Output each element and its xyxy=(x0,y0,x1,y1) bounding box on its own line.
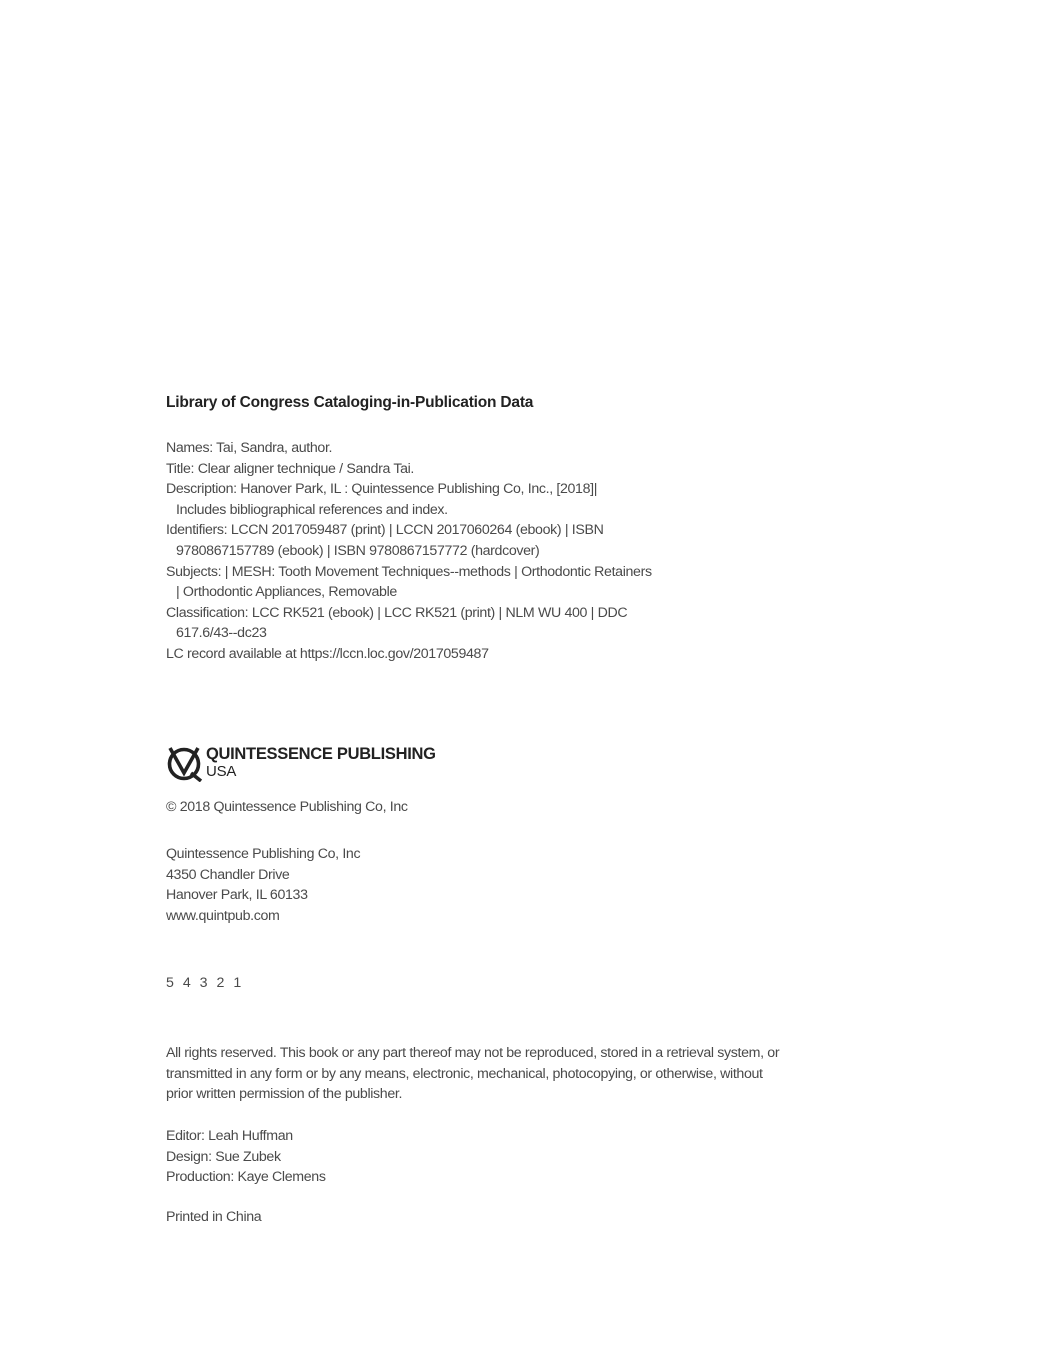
cip-line: Identifiers: LCCN 2017059487 (print) | LCCN 2017060264 (ebook) | ISBN xyxy=(166,522,604,539)
logo-region: USA xyxy=(206,763,237,780)
credits-block xyxy=(166,1126,326,1188)
logo-publisher-name: QUINTESSENCE PUBLISHING xyxy=(206,745,436,763)
cip-line: Includes bibliographical references and index. xyxy=(176,501,448,518)
address-line: Hanover Park, IL 60133 xyxy=(166,887,308,904)
cip-line: 9780867157789 (ebook) | ISBN 9780867157772 (hardcover) xyxy=(176,542,540,559)
cip-line: Description: Hanover Park, IL : Quintessence Publishing Co, Inc., [2018]| xyxy=(166,481,598,498)
cip-line: 617.6/43--dc23 xyxy=(176,625,267,642)
cip-line: Subjects: | MESH: Tooth Movement Techniques--methods | Orthodontic Retainers xyxy=(166,563,652,580)
rights-statement xyxy=(166,1043,866,1105)
rights-line: prior written permission of the publisher. xyxy=(166,1086,403,1103)
address-website: www.quintpub.com xyxy=(166,907,280,924)
printed-in-notice: Printed in China xyxy=(166,1209,262,1225)
cip-heading: Library of Congress Cataloging-in-Publication Data xyxy=(166,394,534,411)
address-line: Quintessence Publishing Co, Inc xyxy=(166,846,361,862)
rights-line: transmitted in any form or by any means, electronic, mechanical, photocopying, or otherwise, without xyxy=(166,1065,763,1082)
cip-data-block xyxy=(166,438,866,665)
design-credit: Design: Sue Zubek xyxy=(166,1148,281,1165)
publisher-logo xyxy=(166,744,486,784)
printing-number-line: 5 4 3 2 1 xyxy=(166,975,242,991)
rights-line: All rights reserved. This book or any part thereof may not be reproduced, stored in a retrieval system, or xyxy=(166,1045,780,1061)
cip-line: Names: Tai, Sandra, author. xyxy=(166,440,333,456)
address-line: 4350 Chandler Drive xyxy=(166,866,290,883)
cip-line: Title: Clear aligner technique / Sandra Tai. xyxy=(166,460,415,477)
cip-line: Classification: LCC RK521 (ebook) | LCC RK521 (print) | NLM WU 400 | DDC xyxy=(166,604,628,621)
editor-credit: Editor: Leah Huffman xyxy=(166,1128,293,1144)
publisher-address xyxy=(166,844,360,926)
copyright-notice: © 2018 Quintessence Publishing Co, Inc xyxy=(166,799,408,815)
cip-line: | Orthodontic Appliances, Removable xyxy=(176,584,397,601)
quintessence-logo-icon xyxy=(166,744,204,782)
cip-line: LC record available at https://lccn.loc.gov/2017059487 xyxy=(166,645,489,662)
production-credit: Production: Kaye Clemens xyxy=(166,1169,326,1186)
